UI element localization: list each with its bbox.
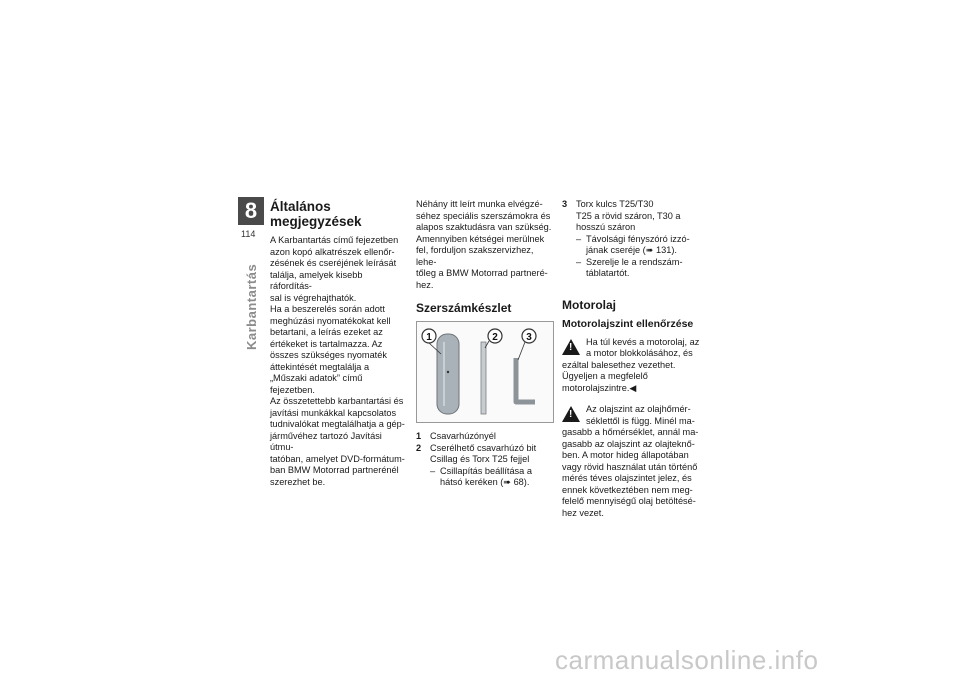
column-3	[562, 199, 702, 519]
watermark: carmanualsonline.info	[555, 645, 819, 675]
sub-item: – Csillapítás beállítása a hátsó keréken (➠ 68).	[430, 465, 532, 487]
legend-number: 1	[416, 431, 422, 441]
legend-number: 3	[562, 199, 568, 209]
chapter-number-tab: 8	[238, 197, 264, 225]
warning-oil-temperature	[562, 404, 702, 519]
section-vertical-label: Karbantartás	[244, 263, 259, 350]
warning-triangle-icon: !	[562, 339, 580, 355]
callout-1: 1	[426, 332, 432, 343]
text-line: javítási munkákkal kapcsolatos	[270, 407, 397, 418]
sub-item: – Távolsági fényszóró izzó- jának cseréje (➠ 131).	[576, 233, 690, 255]
text-line: összes szükséges nyomaték	[270, 350, 387, 360]
text-line: meghúzási nyomatékokat kell	[270, 315, 391, 326]
text-line: gasabb a hőmérséklet, annál ma-	[562, 427, 699, 437]
text-line: tudnivalókat megtalálhatja a gép-	[270, 419, 405, 429]
legend-text: Cserélhető csavarhúzó bit Csillag és Torx T25 fejjel	[430, 442, 537, 464]
legend-text: Csavarhúzónyél	[430, 431, 496, 441]
bit-shape	[481, 342, 486, 414]
screwdriver-handle-shape	[437, 334, 459, 414]
general-notes-heading: Általános megjegyzések	[270, 199, 362, 229]
torx-key-shape	[516, 358, 535, 402]
text-line: zésének és cseréjének leírását	[270, 258, 397, 268]
text-line: azon kopó alkatrészek ellenőr-	[270, 246, 395, 257]
sub-item: – Szerelje le a rendszám- táblatartót.	[576, 256, 683, 278]
text-line: a motor blokkolásához, és	[586, 348, 693, 358]
text-line: séhez speciális szerszámokra és	[416, 210, 551, 221]
text-line: szerezhet be.	[270, 476, 326, 487]
text-line: ban BMW Motorrad partnerénél	[270, 465, 399, 475]
text-line: hez vezet.	[562, 507, 604, 518]
text-line: mérés téves olajszintet jelez, és	[562, 473, 692, 483]
text-line: séklettől is függ. Minél ma-	[586, 415, 695, 426]
text-line: felelő mennyiségű olaj betöltésé-	[562, 496, 696, 506]
toolkit-figure	[416, 321, 554, 423]
text-line: „Műszaki adatok” című	[270, 373, 363, 383]
text-line: Ha túl kevés a motorolaj, az	[586, 336, 700, 347]
general-notes-text	[270, 235, 406, 488]
text-line: áttekintését megtalálja a	[270, 361, 370, 372]
legend-item-2	[416, 443, 552, 466]
text-line: A Karbantartás című fejezetben	[270, 235, 399, 245]
text-line: Ha a beszerelés során adott	[270, 304, 385, 314]
text-line: gasabb az olajszint az olajteknő-	[562, 438, 695, 449]
text-line: Az összetettebb karbantartási és	[270, 396, 404, 406]
toolkit-illustration	[417, 322, 553, 422]
text-line: ennek következtében nem meg-	[562, 484, 693, 495]
text-line: motorolajszintre.◀	[562, 382, 637, 393]
column-1	[270, 199, 406, 488]
text-line: vagy rövid használat után történő	[562, 461, 698, 472]
text-line: Ügyeljen a megfelelő	[562, 371, 648, 381]
text-line: Néhány itt leírt munka elvégzé-	[416, 199, 543, 209]
text-line: értékeket is tartalmazza. Az	[270, 338, 383, 349]
text-line: járművéhez tartozó Javítási útmu-	[270, 430, 382, 452]
callout-3: 3	[526, 332, 532, 343]
text-line: ezáltal balesethez vezethet.	[562, 359, 676, 370]
legend-text: Torx kulcs T25/T30 T25 a rövid száron, T30 a hosszú száron	[576, 199, 681, 232]
text-line: ben. A motor hideg állapotában	[562, 450, 689, 460]
text-line: fel, forduljon szakszervizhez, lehe-	[416, 245, 534, 267]
page-number: 114	[241, 229, 256, 239]
warning-triangle-icon: !	[562, 406, 580, 422]
callout-2: 2	[492, 332, 498, 343]
toolkit-heading: Szerszámkészlet	[416, 301, 512, 315]
legend-item-3	[562, 199, 702, 234]
text-line: alapos szaktudásra van szükség.	[416, 222, 552, 232]
text-line: sal is végrehajthatók.	[270, 292, 357, 303]
text-line: hez.	[416, 279, 434, 290]
oil-level-check-heading: Motorolajszint ellenőrzése	[562, 317, 694, 330]
intro-text	[416, 199, 552, 291]
text-line: találja, amelyek kisebb ráfordítás-	[270, 269, 363, 291]
text-line: Amennyiben kétségei merülnek	[416, 233, 545, 244]
text-line: Az olajszint az olajhőmér-	[586, 404, 691, 414]
engine-oil-heading: Motorolaj	[562, 297, 616, 312]
legend-item-1	[416, 431, 552, 443]
text-line: betartani, a leírás ezeket az	[270, 327, 383, 337]
warning-low-oil	[562, 337, 702, 395]
column-2	[416, 199, 552, 489]
text-line: tőleg a BMW Motorrad partneré-	[416, 268, 548, 278]
text-line: fejezetben.	[270, 384, 315, 395]
text-line: tatóban, amelyet DVD-formátum-	[270, 453, 405, 464]
legend-number: 2	[416, 442, 422, 453]
